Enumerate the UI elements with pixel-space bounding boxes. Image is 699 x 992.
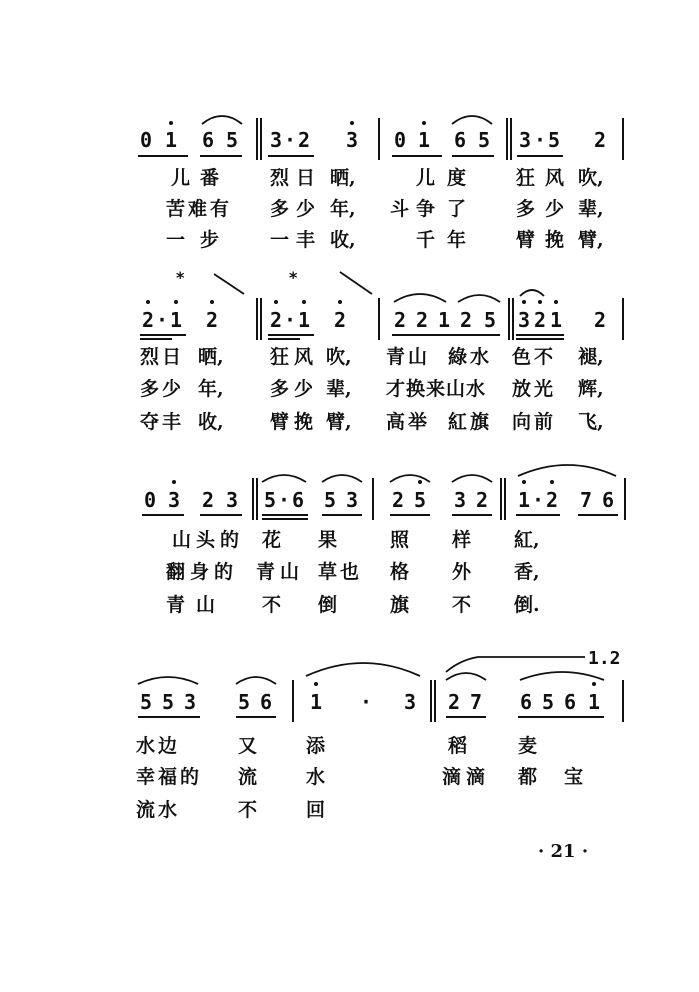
lyric: 日 — [162, 346, 182, 368]
slide-mark — [340, 272, 372, 294]
note: 3 — [345, 128, 359, 152]
note: 2 — [205, 308, 219, 332]
lyric: 綠 — [448, 346, 468, 368]
note: 2 — [333, 308, 347, 332]
note: 5 — [263, 488, 277, 512]
lyric: 风 — [294, 346, 314, 368]
note: · — [283, 128, 297, 152]
note: 2 — [269, 308, 283, 332]
lyric: 儿 — [171, 167, 191, 189]
ornament-mark: * — [289, 268, 298, 287]
note: 3 — [403, 690, 417, 714]
slur — [452, 116, 492, 124]
lyric: 青 — [386, 346, 406, 368]
lyric: 不 — [262, 594, 282, 616]
lyric: 褪, — [578, 346, 604, 368]
lyric: 前 — [534, 411, 554, 433]
note: 3 — [517, 308, 531, 332]
note: 1 — [517, 488, 531, 512]
note: 2 — [459, 308, 473, 332]
slur — [518, 465, 616, 476]
lyric: 青 — [256, 561, 276, 583]
lyric: 山 — [408, 346, 428, 368]
lyric: 臂, — [326, 411, 352, 433]
lyric: 幸 — [136, 766, 156, 788]
note: · — [533, 128, 547, 152]
note: 5 — [237, 690, 251, 714]
note: 2 — [415, 308, 429, 332]
lyric: 流 — [136, 799, 156, 821]
lyric: 水 — [466, 378, 486, 400]
lyric: 果 — [318, 529, 338, 551]
lyric: 添 — [306, 735, 326, 757]
lyric: 山 — [280, 561, 300, 583]
lyric: 风 — [545, 167, 565, 189]
lyric: 夺 — [140, 411, 160, 433]
note: 5 — [483, 308, 497, 332]
lyric: 滴 — [466, 766, 486, 788]
lyric: 身 — [190, 561, 210, 583]
lyric: 收, — [198, 411, 224, 433]
slur — [390, 475, 430, 482]
note: 3 — [167, 488, 181, 512]
lyric: 福 — [158, 766, 178, 788]
lyric: 狂 — [516, 167, 536, 189]
note: · — [531, 488, 545, 512]
lyric: 晒, — [198, 346, 224, 368]
note: 2 — [593, 128, 607, 152]
note: 5 — [161, 690, 175, 714]
lyric: 外 — [452, 561, 472, 583]
lyric: 争 — [416, 198, 436, 220]
lyric: 不 — [452, 594, 472, 616]
slur — [262, 475, 306, 482]
lyric: 旗 — [470, 411, 490, 433]
lyric: 步 — [200, 229, 220, 251]
note: · — [155, 308, 169, 332]
lyric: 少 — [162, 378, 182, 400]
lyric: 了 — [447, 198, 467, 220]
note: 7 — [579, 488, 593, 512]
lyric: 狂 — [270, 346, 290, 368]
note: 1 — [164, 128, 178, 152]
lyric: 紅 — [448, 411, 468, 433]
note: · — [283, 308, 297, 332]
lyric: 头 — [196, 529, 216, 551]
lyric: 少 — [296, 198, 316, 220]
lyric: 的 — [214, 561, 234, 583]
page-number: · 21 · — [538, 841, 589, 862]
lyric: 水 — [306, 766, 326, 788]
note: 6 — [453, 128, 467, 152]
lyric: 向 — [512, 411, 532, 433]
lyric: 晒, — [330, 167, 356, 189]
lyric: 臂 — [270, 411, 290, 433]
lyric: 臂, — [578, 229, 604, 251]
note: 2 — [393, 308, 407, 332]
note: 5 — [413, 488, 427, 512]
lyric: 香, — [514, 561, 540, 583]
lyric: 千 — [416, 229, 436, 251]
lyric: 吹, — [326, 346, 352, 368]
lyric: 滴 — [442, 766, 462, 788]
lyric: 苦 — [166, 198, 186, 220]
lyric: 难 — [188, 198, 208, 220]
lyric: 水 — [158, 799, 178, 821]
lyric: 年, — [198, 378, 224, 400]
lyric: 年 — [447, 229, 467, 251]
note: 2 — [593, 308, 607, 332]
lyric: 丰 — [296, 229, 316, 251]
note: 3 — [345, 488, 359, 512]
ornament-mark: * — [176, 268, 185, 287]
lyric: 多 — [516, 198, 536, 220]
note: 1 — [297, 308, 311, 332]
note: 3 — [269, 128, 283, 152]
lyric: 倒 — [318, 594, 338, 616]
lyric: 又 — [238, 735, 258, 757]
note: 2 — [447, 690, 461, 714]
slur — [458, 295, 500, 302]
lyric: 山 — [446, 378, 466, 400]
note: 2 — [201, 488, 215, 512]
note: 5 — [323, 488, 337, 512]
lyric: 山 — [196, 594, 216, 616]
note: 1 — [587, 690, 601, 714]
note: 3 — [183, 690, 197, 714]
note: 5 — [225, 128, 239, 152]
lyric: 紅, — [514, 529, 540, 551]
note: · — [359, 690, 373, 714]
lyric: 辉, — [578, 378, 604, 400]
note: 3 — [518, 128, 532, 152]
lyric: 烈 — [270, 167, 290, 189]
note: 5 — [547, 128, 561, 152]
lyric: 番 — [200, 167, 220, 189]
note: 1 — [417, 128, 431, 152]
lyric: 花 — [262, 529, 282, 551]
slur — [202, 116, 242, 124]
lyric: 飞, — [578, 411, 604, 433]
note: 6 — [259, 690, 273, 714]
lyric: 色 — [512, 346, 532, 368]
lyric: 一 — [166, 229, 186, 251]
lyric: 青 — [166, 594, 186, 616]
lyric: 年, — [330, 198, 356, 220]
note: 2 — [475, 488, 489, 512]
slur — [236, 677, 276, 684]
lyric: 不 — [238, 799, 258, 821]
lyric: 度 — [447, 167, 467, 189]
lyric: 斗 — [390, 198, 410, 220]
note: 6 — [601, 488, 615, 512]
slur — [446, 673, 486, 680]
lyric: 边 — [158, 735, 178, 757]
note: 7 — [469, 690, 483, 714]
lyric: 的 — [180, 766, 200, 788]
lyric: 换 — [406, 378, 426, 400]
note: 1 — [309, 690, 323, 714]
lyric: 草 — [318, 561, 338, 583]
note: 0 — [139, 128, 153, 152]
lyric: 都 — [518, 766, 538, 788]
slur — [394, 294, 446, 302]
note: 5 — [477, 128, 491, 152]
volta-label: 1.2 — [588, 648, 621, 669]
lyric: 水 — [136, 735, 156, 757]
lyric: 旗 — [390, 594, 410, 616]
note: 5 — [541, 690, 555, 714]
note: 2 — [297, 128, 311, 152]
lyric: 辈, — [326, 378, 352, 400]
note: 2 — [141, 308, 155, 332]
lyric: 多 — [140, 378, 160, 400]
lyric: 照 — [390, 529, 410, 551]
lyric: 格 — [390, 561, 410, 583]
lyric: 少 — [294, 378, 314, 400]
note: 6 — [291, 488, 305, 512]
note: 6 — [201, 128, 215, 152]
lyric: 挽 — [545, 229, 565, 251]
lyric: 翻 — [166, 561, 186, 583]
slur — [306, 663, 420, 676]
note: 1 — [169, 308, 183, 332]
lyric: 放 — [512, 378, 532, 400]
note: 2 — [391, 488, 405, 512]
lyric: 多 — [270, 198, 290, 220]
slur — [138, 677, 198, 684]
lyric: 日 — [296, 167, 316, 189]
note: 2 — [545, 488, 559, 512]
slur — [452, 475, 492, 482]
lyric: 光 — [534, 378, 554, 400]
lyric: 举 — [408, 411, 428, 433]
lyric: 回 — [306, 799, 326, 821]
note: 6 — [519, 690, 533, 714]
note: 5 — [139, 690, 153, 714]
note: 3 — [453, 488, 467, 512]
lyric: 有 — [210, 198, 230, 220]
lyric: 来 — [426, 378, 446, 400]
lyric: 烈 — [140, 346, 160, 368]
lyric: 丰 — [162, 411, 182, 433]
note: 1 — [549, 308, 563, 332]
lyric: 的 — [220, 529, 240, 551]
note: 6 — [563, 690, 577, 714]
lyric: 也 — [340, 561, 360, 583]
lyric: 麦 — [518, 735, 538, 757]
slide-mark — [214, 274, 244, 294]
slur — [520, 290, 544, 296]
lyric: 不 — [534, 346, 554, 368]
lyric: 稻 — [448, 735, 468, 757]
lyric: 辈, — [578, 198, 604, 220]
lyric: 臂 — [516, 229, 536, 251]
note: 3 — [225, 488, 239, 512]
lyric: 少 — [545, 198, 565, 220]
lyric: 挽 — [294, 411, 314, 433]
lyric: 才 — [386, 378, 406, 400]
note: 2 — [533, 308, 547, 332]
lyric: 收, — [330, 229, 356, 251]
lyric: 山 — [172, 529, 192, 551]
lyric: 水 — [470, 346, 490, 368]
lyric: 样 — [452, 529, 472, 551]
lyric: 儿 — [416, 167, 436, 189]
lyric: 多 — [270, 378, 290, 400]
lyric: 吹, — [578, 167, 604, 189]
note: 0 — [143, 488, 157, 512]
lyric: 一 — [270, 229, 290, 251]
slur — [322, 475, 362, 482]
note: 0 — [393, 128, 407, 152]
slur — [520, 672, 604, 680]
note: · — [277, 488, 291, 512]
lyric: 倒. — [514, 594, 540, 616]
note: 1 — [437, 308, 451, 332]
lyric: 宝 — [564, 766, 584, 788]
lyric: 流 — [238, 766, 258, 788]
volta-line — [446, 657, 585, 672]
lyric: 高 — [386, 411, 406, 433]
